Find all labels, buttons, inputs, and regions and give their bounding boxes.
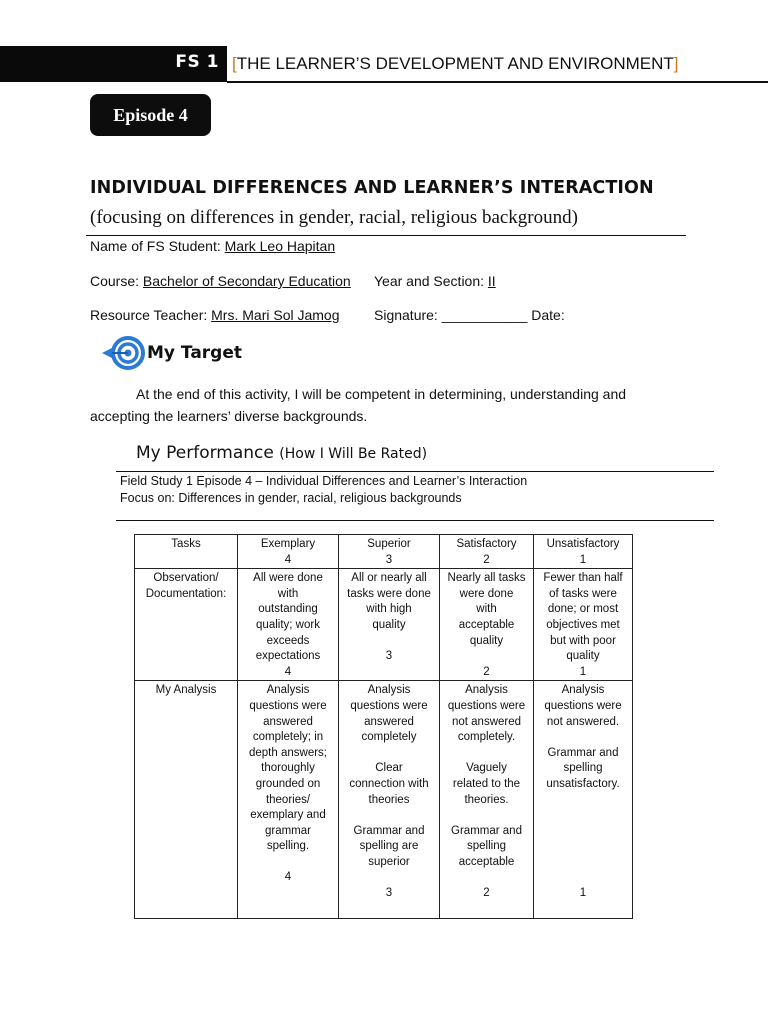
- header-rule: [227, 81, 768, 83]
- header-superior-text: Superior 3: [367, 538, 411, 566]
- cell-text: Observation/ Documentation:: [145, 572, 227, 600]
- course-value: Bachelor of Secondary Education: [142, 273, 351, 289]
- table-cell: [440, 681, 534, 919]
- cell-text: Analysis questions were answered completely Clear connection with theories Grammar and spelling are superior 3: [349, 684, 429, 900]
- table-cell: [238, 681, 339, 919]
- year-value: II: [487, 273, 496, 289]
- cell-text: All or nearly all tasks were done with high quality 3: [347, 572, 431, 663]
- target-paragraph: [90, 383, 670, 427]
- header-superior: [339, 535, 440, 569]
- header-satisfactory-text: Satisfactory 2: [456, 538, 517, 566]
- header-title-text: THE LEARNER’S DEVELOPMENT AND ENVIRONMENT: [236, 54, 674, 73]
- table-cell: [339, 569, 440, 681]
- header-bar: [0, 46, 227, 82]
- signature-field: [374, 307, 565, 323]
- my-target-heading: My Target: [147, 343, 243, 363]
- header-tasks-text: Tasks: [171, 538, 201, 550]
- signature-blank: ___________: [441, 307, 528, 323]
- table-cell: [534, 569, 633, 681]
- course-field: [90, 273, 351, 289]
- cell-text: Nearly all tasks were done with acceptable quality 2: [447, 572, 526, 678]
- header-title: [232, 54, 679, 74]
- course-label: Course:: [90, 273, 143, 289]
- cell-text: Analysis questions were answered completely; in depth answers; thoroughly grounded on theories/ exemplary and grammar spelling. 4: [249, 684, 327, 884]
- resource-teacher-field: [90, 307, 340, 323]
- teacher-label: Resource Teacher:: [90, 307, 212, 323]
- student-name-field: [90, 238, 335, 254]
- target-paragraph-line-1: At the end of this activity, I will be competent in determining, understanding and: [136, 386, 627, 402]
- table-cell: [339, 681, 440, 919]
- header-satisfactory: [440, 535, 534, 569]
- target-paragraph-line-2: accepting the learners’ diverse backgrounds.: [90, 408, 368, 424]
- bracket-close: ]: [673, 54, 679, 73]
- cell-text: Analysis questions were not answered completely. Vaguely related to the theories. Grammar and spelling acceptable 2: [447, 684, 526, 900]
- year-label: Year and Section:: [374, 273, 488, 289]
- course-code: FS 1: [175, 52, 219, 72]
- cell-text: Analysis questions were not answered. Grammar and spelling unsatisfactory. 1: [544, 684, 622, 900]
- target-arrow-icon: [100, 332, 146, 374]
- performance-subtitle: (How I Will Be Rated): [279, 446, 428, 462]
- page-title: INDIVIDUAL DIFFERENCES AND LEARNER’S INTERACTION: [90, 178, 654, 198]
- focus-line: Focus on: Differences in gender, racial, religious backgrounds: [120, 491, 462, 505]
- page-subtitle: (focusing on differences in gender, racial, religious background): [90, 207, 578, 228]
- table-cell: [238, 569, 339, 681]
- header-unsatisfactory-text: Unsatisfactory 1: [546, 538, 620, 566]
- header-tasks: [135, 535, 238, 569]
- field-study-line: Field Study 1 Episode 4 – Individual Differences and Learner’s Interaction: [120, 474, 528, 488]
- cell-text: My Analysis: [155, 684, 217, 697]
- teacher-value: Mrs. Mari Sol Jamog: [211, 307, 340, 323]
- header-exemplary: [238, 535, 339, 569]
- signature-label: Signature:: [374, 307, 442, 323]
- bracket-open: [: [232, 54, 237, 73]
- cell-text: All were done with outstanding quality; work exceeds expectations 4: [253, 572, 323, 678]
- table-cell: [135, 569, 238, 681]
- header-exemplary-text: Exemplary 4: [260, 538, 316, 566]
- student-value: Mark Leo Hapitan: [224, 238, 336, 254]
- performance-title: My Performance: [136, 443, 280, 463]
- performance-bottom-rule: [116, 520, 714, 521]
- my-performance-heading: [136, 443, 427, 463]
- cell-text: Fewer than half of tasks were done; or most objectives met but with poor quality 1: [543, 572, 623, 678]
- table-row: [135, 569, 633, 681]
- year-section-field: [374, 273, 496, 289]
- title-divider: [86, 235, 686, 236]
- table-cell: [440, 569, 534, 681]
- table-cell: [534, 681, 633, 919]
- episode-badge: Episode 4: [90, 94, 211, 136]
- table-cell: [135, 681, 238, 919]
- header-unsatisfactory: [534, 535, 633, 569]
- performance-top-rule: [116, 471, 714, 472]
- table-row: [135, 681, 633, 919]
- rubric-table: [134, 534, 633, 919]
- student-label: Name of FS Student:: [90, 238, 225, 254]
- date-label: Date:: [527, 307, 565, 323]
- rubric-header-row: [135, 535, 633, 569]
